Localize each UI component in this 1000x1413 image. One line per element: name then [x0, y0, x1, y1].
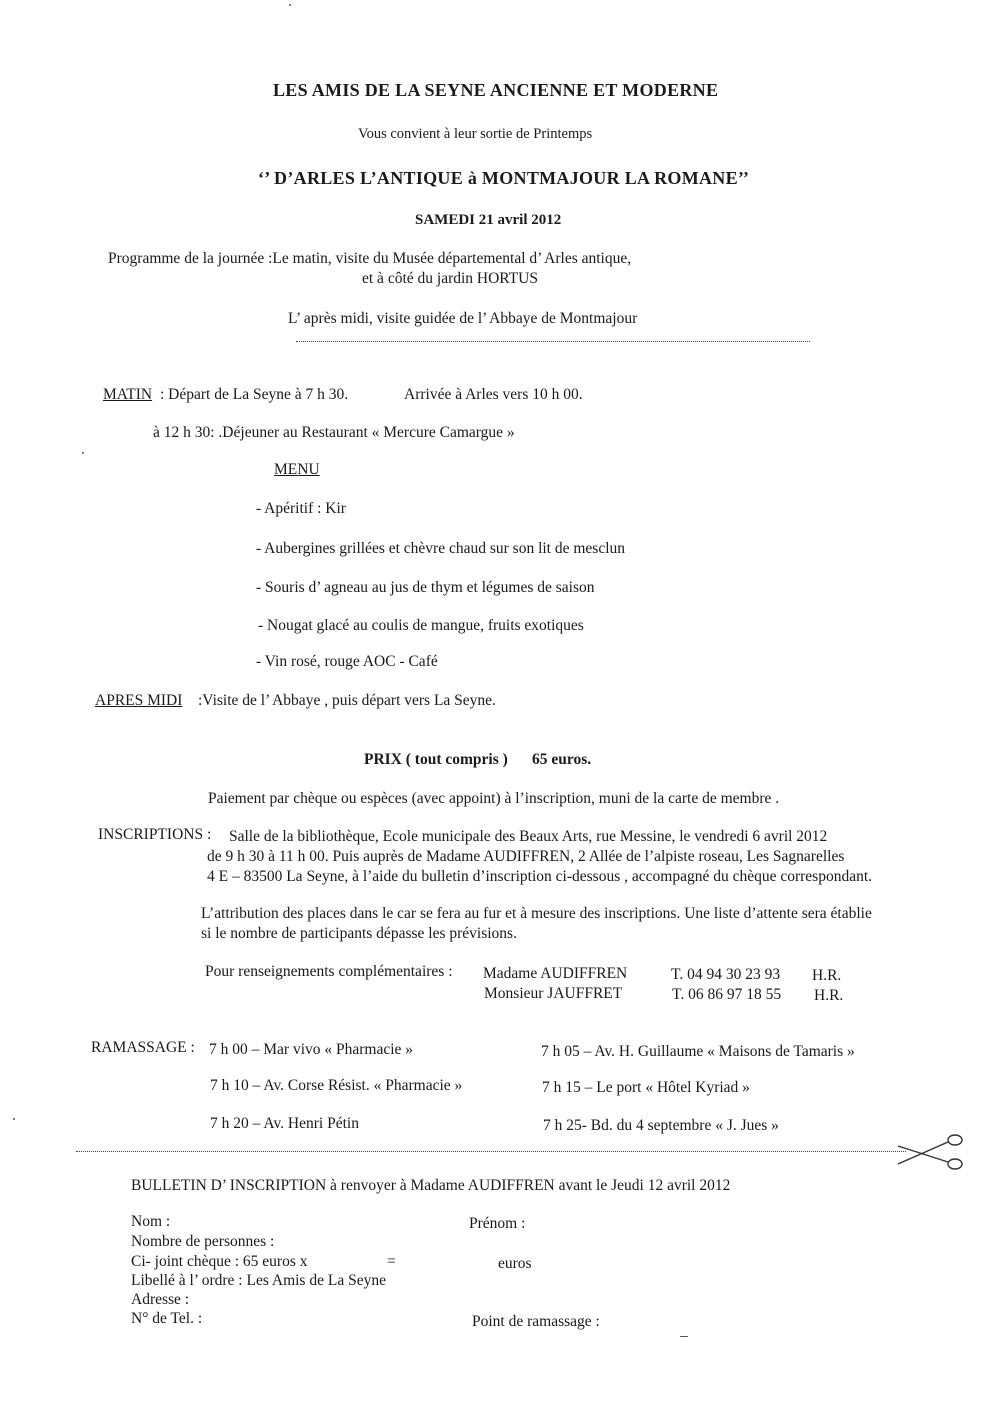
- ramassage-label: RAMASSAGE :: [91, 1039, 195, 1056]
- nombre-personnes-label: Nombre de personnes :: [131, 1233, 275, 1250]
- dejeuner-line: à 12 h 30: .Déjeuner au Restaurant « Mercure Camargue »: [153, 424, 515, 441]
- matin-arrivee: Arrivée à Arles vers 10 h 00.: [404, 386, 583, 403]
- menu-item: - Aubergines grillées et chèvre chaud sur son lit de mesclun: [256, 540, 626, 557]
- menu-item: - Vin rosé, rouge AOC - Café: [256, 653, 438, 670]
- cheque-line: Ci- joint chèque : 65 euros x: [131, 1253, 308, 1270]
- libelle-line: Libellé à l’ ordre : Les Amis de La Seyne: [131, 1272, 386, 1289]
- contact-name: Madame AUDIFFREN: [483, 965, 628, 982]
- contact-phone: T. 04 94 30 23 93: [671, 966, 781, 983]
- inscriptions-line-1: Salle de la bibliothèque, Ecole municipale des Beaux Arts, rue Messine, le vendredi 6 avril 2012: [229, 828, 828, 845]
- scan-speck: [13, 1118, 15, 1120]
- dotted-separator: [296, 341, 810, 342]
- prenom-field-label: Prénom :: [469, 1215, 526, 1232]
- event-date: SAMEDI 21 avril 2012: [415, 212, 562, 228]
- menu-label: MENU: [274, 461, 320, 478]
- scan-speck: [289, 4, 291, 6]
- ramassage-stop: 7 h 05 – Av. H. Guillaume « Maisons de Tamaris »: [541, 1043, 855, 1060]
- ramassage-stop: 7 h 20 – Av. Henri Pétin: [210, 1115, 359, 1132]
- menu-item: - Souris d’ agneau au jus de thym et légumes de saison: [256, 579, 595, 596]
- scan-speck: [680, 1336, 688, 1337]
- event-title: ‘’ D’ARLES L’ANTIQUE à MONTMAJOUR LA ROMANE’’: [258, 168, 750, 188]
- nom-field-label: Nom :: [131, 1213, 171, 1230]
- invitation-line: Vous convient à leur sortie de Printemps: [358, 126, 593, 142]
- inscriptions-line-3: 4 E – 83500 La Seyne, à l’aide du bulletin d’inscription ci-dessous , accompagné du chèque correspondant.: [207, 868, 873, 885]
- matin-depart: : Départ de La Seyne à 7 h 30.: [160, 386, 349, 403]
- euros-label: euros: [498, 1255, 532, 1272]
- programme-line-1: Programme de la journée :Le matin, visite du Musée départemental d’ Arles antique,: [108, 250, 632, 267]
- prix-amount: 65 euros.: [532, 751, 592, 768]
- scan-speck: [82, 452, 84, 454]
- prix-label: PRIX ( tout compris ): [364, 751, 508, 768]
- matin-label: MATIN: [103, 386, 153, 403]
- bulletin-title: BULLETIN D’ INSCRIPTION à renvoyer à Madame AUDIFFREN avant le Jeudi 12 avril 2012: [131, 1177, 731, 1194]
- ramassage-stop: 7 h 00 – Mar vivo « Pharmacie »: [209, 1041, 414, 1058]
- apres-midi-text: :Visite de l’ Abbaye , puis départ vers La Seyne.: [198, 692, 496, 709]
- menu-item: - Nougat glacé au coulis de mangue, fruits exotiques: [258, 617, 584, 634]
- scissors-icon: [896, 1132, 966, 1172]
- apres-midi-label: APRES MIDI: [95, 692, 183, 709]
- telephone-field-label: N° de Tel. :: [131, 1310, 203, 1327]
- attribution-line-2: si le nombre de participants dépasse les prévisions.: [201, 925, 517, 942]
- inscriptions-label: INSCRIPTIONS :: [98, 826, 212, 843]
- cut-line: [76, 1151, 906, 1152]
- contact-note: H.R.: [812, 967, 842, 984]
- contact-phone: T. 06 86 97 18 55: [672, 986, 782, 1003]
- menu-item: - Apéritif : Kir: [256, 500, 346, 517]
- paiement-line: Paiement par chèque ou espèces (avec appoint) à l’inscription, muni de la carte de membre .: [208, 790, 780, 807]
- organization-title: LES AMIS DE LA SEYNE ANCIENNE ET MODERNE: [273, 80, 719, 100]
- ramassage-stop: 7 h 25- Bd. du 4 septembre « J. Jues »: [543, 1117, 779, 1134]
- equals-sign: =: [387, 1253, 396, 1270]
- contacts-label: Pour renseignements complémentaires :: [205, 963, 453, 980]
- point-ramassage-label: Point de ramassage :: [472, 1313, 600, 1330]
- programme-line-2: et à côté du jardin HORTUS: [362, 270, 538, 287]
- attribution-line-1: L’attribution des places dans le car se fera au fur et à mesure des inscriptions. Une liste d’attente sera établie: [201, 905, 872, 922]
- contact-note: H.R.: [814, 987, 844, 1004]
- adresse-field-label: Adresse :: [131, 1291, 190, 1308]
- ramassage-stop: 7 h 10 – Av. Corse Résist. « Pharmacie »: [210, 1077, 463, 1094]
- contact-name: Monsieur JAUFFRET: [484, 985, 623, 1002]
- programme-line-3: L’ après midi, visite guidée de l’ Abbaye de Montmajour: [288, 310, 638, 327]
- ramassage-stop: 7 h 15 – Le port « Hôtel Kyriad »: [542, 1079, 750, 1096]
- inscriptions-line-2: de 9 h 30 à 11 h 00. Puis auprès de Madame AUDIFFREN, 2 Allée de l’alpiste roseau, Les Sagnarelles: [207, 848, 845, 865]
